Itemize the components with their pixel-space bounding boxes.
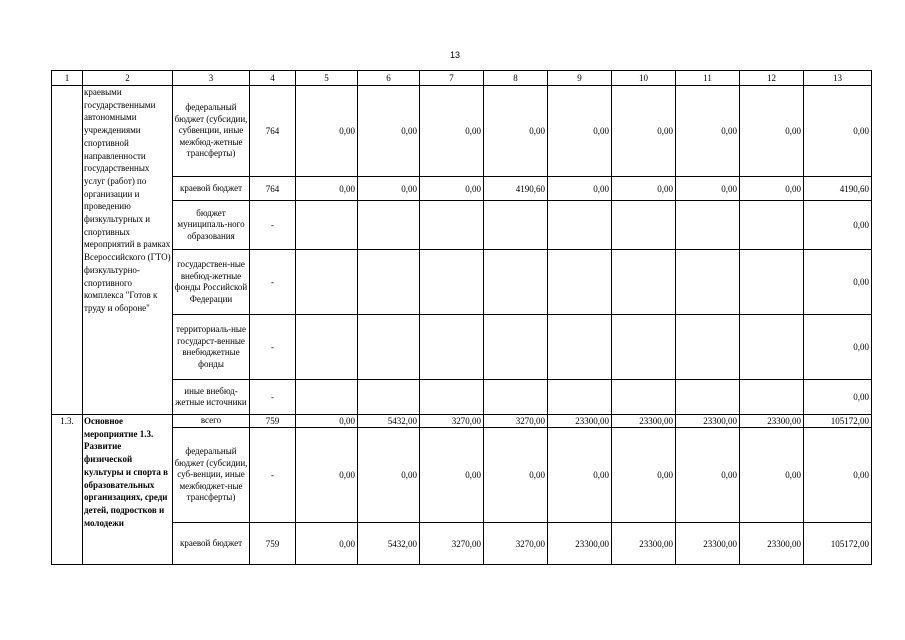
value-cell <box>358 315 420 380</box>
value-cell: 0,00 <box>804 250 872 315</box>
value-cell <box>484 201 548 250</box>
value-cell: 0,00 <box>676 177 740 201</box>
value-cell: 0,00 <box>484 86 548 177</box>
value-cell <box>612 380 676 415</box>
value-cell <box>740 315 804 380</box>
budget-code: 764 <box>250 86 296 177</box>
value-cell: 0,00 <box>296 523 358 565</box>
value-cell <box>548 250 612 315</box>
value-cell <box>296 250 358 315</box>
header-cell-8: 8 <box>484 71 548 86</box>
value-cell <box>740 250 804 315</box>
value-cell <box>612 250 676 315</box>
value-cell: 0,00 <box>612 177 676 201</box>
header-cell-2: 2 <box>83 71 173 86</box>
table-row <box>52 250 872 315</box>
row-description: краевыми государственными автономными учреждениями спортивной направленности государственных услуг (работ) по организации и проведению физкультурных и спортивных мероприятий в рамках Всероссийского (ГТО) физкультурно-спортивного комплекса "Готов к труду и обороне" <box>83 86 173 415</box>
value-cell: 0,00 <box>358 177 420 201</box>
header-cell-12: 12 <box>740 71 804 86</box>
value-cell <box>358 201 420 250</box>
value-cell: 0,00 <box>740 428 804 523</box>
value-cell: 0,00 <box>804 428 872 523</box>
value-cell: 4190,60 <box>804 177 872 201</box>
value-cell: 0,00 <box>612 86 676 177</box>
value-cell: 0,00 <box>804 201 872 250</box>
budget-table <box>51 70 872 565</box>
table-row <box>52 523 872 565</box>
value-cell: 0,00 <box>740 86 804 177</box>
value-cell <box>420 315 484 380</box>
value-cell: 0,00 <box>420 86 484 177</box>
budget-code: - <box>250 201 296 250</box>
value-cell: 0,00 <box>296 86 358 177</box>
value-cell <box>612 201 676 250</box>
table-row <box>52 380 872 415</box>
value-cell: 105172,00 <box>804 415 872 428</box>
value-cell: 0,00 <box>804 86 872 177</box>
table-row <box>52 315 872 380</box>
funding-source: государствен-ные внебюд-жетные фонды Российской Федерации <box>173 250 250 315</box>
funding-source: федеральный бюджет (субсидии, суб-венции, иные межбюджет-ные трансферты) <box>173 428 250 523</box>
table-row <box>52 177 872 201</box>
budget-code: - <box>250 428 296 523</box>
table-row <box>52 415 872 428</box>
value-cell: 4190,60 <box>484 177 548 201</box>
value-cell <box>676 380 740 415</box>
funding-source: иные внебюд-жетные источники <box>173 380 250 415</box>
value-cell: 0,00 <box>676 86 740 177</box>
value-cell <box>358 380 420 415</box>
header-cell-13: 13 <box>804 71 872 86</box>
budget-code: 759 <box>250 523 296 565</box>
value-cell: 0,00 <box>548 86 612 177</box>
table-row <box>52 201 872 250</box>
header-cell-1: 1 <box>52 71 83 86</box>
header-cell-3: 3 <box>173 71 250 86</box>
value-cell <box>420 201 484 250</box>
value-cell: 23300,00 <box>612 523 676 565</box>
header-row <box>52 71 872 86</box>
value-cell: 23300,00 <box>548 523 612 565</box>
value-cell: 0,00 <box>548 428 612 523</box>
value-cell <box>676 315 740 380</box>
value-cell: 0,00 <box>484 428 548 523</box>
header-cell-4: 4 <box>250 71 296 86</box>
value-cell <box>296 380 358 415</box>
value-cell <box>612 315 676 380</box>
value-cell <box>548 315 612 380</box>
funding-source: федеральный бюджет (субсидии, субвенции, иные межбюд-жетные трансферты) <box>173 86 250 177</box>
budget-code: 764 <box>250 177 296 201</box>
value-cell: 0,00 <box>296 428 358 523</box>
header-cell-7: 7 <box>420 71 484 86</box>
value-cell: 0,00 <box>804 380 872 415</box>
funding-source: краевой бюджет <box>173 523 250 565</box>
value-cell: 23300,00 <box>676 415 740 428</box>
value-cell: 23300,00 <box>548 415 612 428</box>
budget-code: - <box>250 380 296 415</box>
value-cell <box>420 250 484 315</box>
funding-source: краевой бюджет <box>173 177 250 201</box>
value-cell: 0,00 <box>612 428 676 523</box>
budget-code: - <box>250 315 296 380</box>
value-cell: 105172,00 <box>804 523 872 565</box>
header-cell-11: 11 <box>676 71 740 86</box>
row-number: 1.3. <box>52 415 83 565</box>
value-cell: 0,00 <box>296 177 358 201</box>
value-cell <box>358 250 420 315</box>
value-cell <box>676 250 740 315</box>
value-cell: 0,00 <box>358 86 420 177</box>
value-cell: 5432,00 <box>358 523 420 565</box>
funding-source: бюджет муниципаль-ного образования <box>173 201 250 250</box>
value-cell <box>548 380 612 415</box>
funding-source: территориаль-ные государст-венные внебюджетные фонды <box>173 315 250 380</box>
value-cell: 3270,00 <box>484 523 548 565</box>
budget-code: 759 <box>250 415 296 428</box>
value-cell: 0,00 <box>420 428 484 523</box>
value-cell: 0,00 <box>358 428 420 523</box>
header-cell-9: 9 <box>548 71 612 86</box>
header-cell-10: 10 <box>612 71 676 86</box>
value-cell: 23300,00 <box>676 523 740 565</box>
value-cell <box>740 201 804 250</box>
value-cell: 23300,00 <box>612 415 676 428</box>
table-row <box>52 428 872 523</box>
value-cell: 23300,00 <box>740 415 804 428</box>
value-cell: 23300,00 <box>740 523 804 565</box>
value-cell <box>296 315 358 380</box>
value-cell: 5432,00 <box>358 415 420 428</box>
value-cell: 0,00 <box>676 428 740 523</box>
value-cell <box>296 201 358 250</box>
value-cell <box>676 201 740 250</box>
value-cell <box>484 250 548 315</box>
header-cell-5: 5 <box>296 71 358 86</box>
value-cell: 0,00 <box>420 177 484 201</box>
value-cell: 0,00 <box>548 177 612 201</box>
value-cell: 3270,00 <box>420 523 484 565</box>
value-cell <box>740 380 804 415</box>
value-cell <box>420 380 484 415</box>
budget-code: - <box>250 250 296 315</box>
funding-source: всего <box>173 415 250 428</box>
value-cell <box>548 201 612 250</box>
value-cell <box>484 380 548 415</box>
value-cell: 0,00 <box>740 177 804 201</box>
value-cell: 3270,00 <box>484 415 548 428</box>
page-number: 13 <box>449 50 460 60</box>
value-cell: 0,00 <box>296 415 358 428</box>
header-cell-6: 6 <box>358 71 420 86</box>
value-cell: 3270,00 <box>420 415 484 428</box>
value-cell <box>484 315 548 380</box>
table-row <box>52 86 872 177</box>
row-description: Основное мероприятие 1.3. Развитие физической культуры и спорта в образовательных организациях, среди детей, подростков и молодежи <box>83 415 173 565</box>
row-number <box>52 86 83 415</box>
value-cell: 0,00 <box>804 315 872 380</box>
